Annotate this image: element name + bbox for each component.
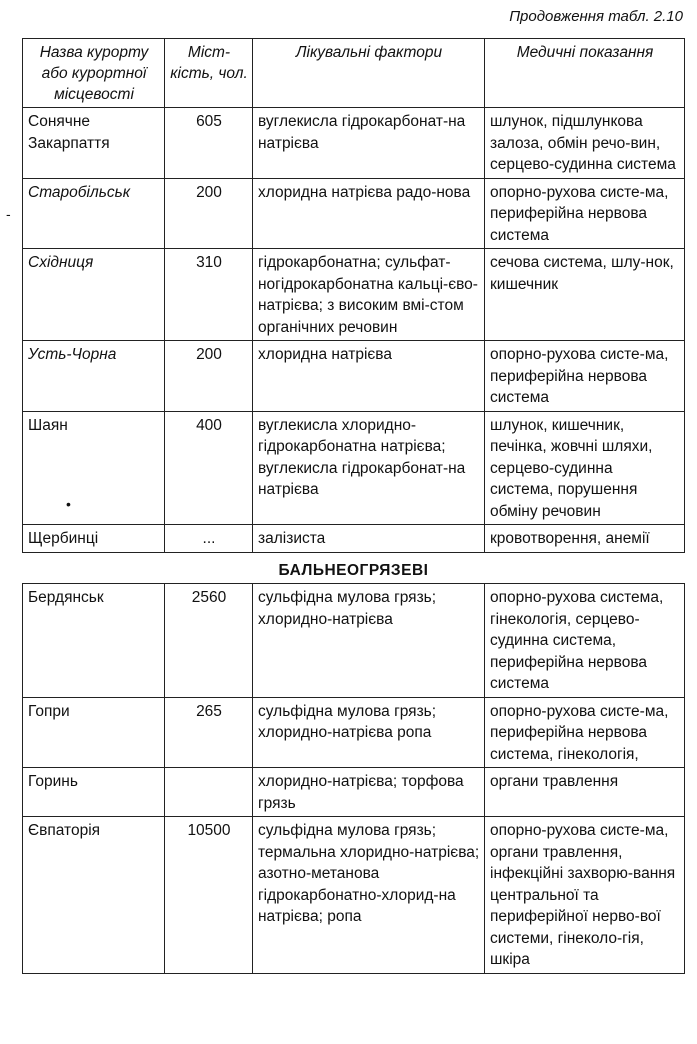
resort-indications: органи травлення [485,768,685,817]
header-capacity: Міст-кість, чол. [165,39,253,108]
table-row [23,697,685,768]
resort-capacity: 2560 [165,584,253,698]
resort-factors: вуглекисла хлоридно-гідрокарбонатна натрієва; вуглекисла гідрокарбонат-на натрієва [253,411,485,525]
resort-capacity: 400 [165,411,253,525]
table-row [23,817,685,974]
table-caption: Продовження табл. 2.10 [509,8,683,25]
resort-name: Старобільськ [23,178,165,249]
resort-name: Євпаторія [23,817,165,974]
section-row [23,552,685,584]
header-factors: Лікувальні фактори [253,39,485,108]
resort-name: Горинь [23,768,165,817]
resort-name: Гопри [23,697,165,768]
resort-factors: хлоридна натрієва радо-нова [253,178,485,249]
resort-capacity: 605 [165,108,253,179]
resort-indications: кровотворення, анемії [485,525,685,553]
table-row [23,525,685,553]
table-row [23,411,685,525]
resort-factors: залізиста [253,525,485,553]
section-title: БАЛЬНЕОГРЯЗЕВІ [23,552,685,584]
stray-mark: • [66,496,71,512]
header-name: Назва курорту або курортної місцевості [23,39,165,108]
resort-capacity: 10500 [165,817,253,974]
table-row [23,584,685,698]
resort-capacity: 265 [165,697,253,768]
table-row [23,178,685,249]
table-row [23,108,685,179]
stray-mark: - [6,206,11,222]
resort-factors: сульфідна мулова грязь; хлоридно-натрієва ропа [253,697,485,768]
resort-indications: опорно-рухова систе-ма, органи травлення, інфекційні захворю-вання центральної та периферійної нерво-вої системи, гінеколо-гія, шкіра [485,817,685,974]
resort-indications: шлунок, кишечник, печінка, жовчні шляхи, серцево-судинна система, порушення обміну речовин [485,411,685,525]
resort-capacity [165,768,253,817]
resort-name: Східниця [23,249,165,341]
resort-capacity: 310 [165,249,253,341]
resort-capacity: ... [165,525,253,553]
resort-factors: хлоридна натрієва [253,341,485,412]
resort-name: Усть-Чорна [23,341,165,412]
resort-capacity: 200 [165,178,253,249]
resort-name: Щербинці [23,525,165,553]
table-row [23,768,685,817]
resort-name: Шаян [23,411,165,525]
resort-capacity: 200 [165,341,253,412]
resort-indications: шлунок, підшлункова залоза, обмін речо-вин, серцево-судинна система [485,108,685,179]
resort-factors: сульфідна мулова грязь; хлоридно-натрієва [253,584,485,698]
header-row [23,39,685,108]
table-row [23,249,685,341]
resort-name: Бердянськ [23,584,165,698]
resort-name: Сонячне Закарпаття [23,108,165,179]
resort-factors: гідрокарбонатна; сульфат-ногідрокарбонатна кальці-єво-натрієва; з високим вмі-стом органічних речовин [253,249,485,341]
resort-factors: хлоридно-натрієва; торфова грязь [253,768,485,817]
header-indications: Медичні показання [485,39,685,108]
resort-indications: опорно-рухова систе-ма, периферійна нервова система [485,178,685,249]
resort-indications: опорно-рухова систе-ма, периферійна нервова система [485,341,685,412]
resort-factors: сульфідна мулова грязь; термальна хлоридно-натрієва; азотно-метанова гідрокарбонатно-хлорид-на натрієва; ропа [253,817,485,974]
resort-factors: вуглекисла гідрокарбонат-на натрієва [253,108,485,179]
table-row [23,341,685,412]
resort-indications: сечова система, шлу-нок, кишечник [485,249,685,341]
resorts-table [22,38,685,974]
resort-indications: опорно-рухова систе-ма, периферійна нервова система, гінекологія, [485,697,685,768]
resort-indications: опорно-рухова система, гінекологія, серцево-судинна система, периферійна нервова система [485,584,685,698]
